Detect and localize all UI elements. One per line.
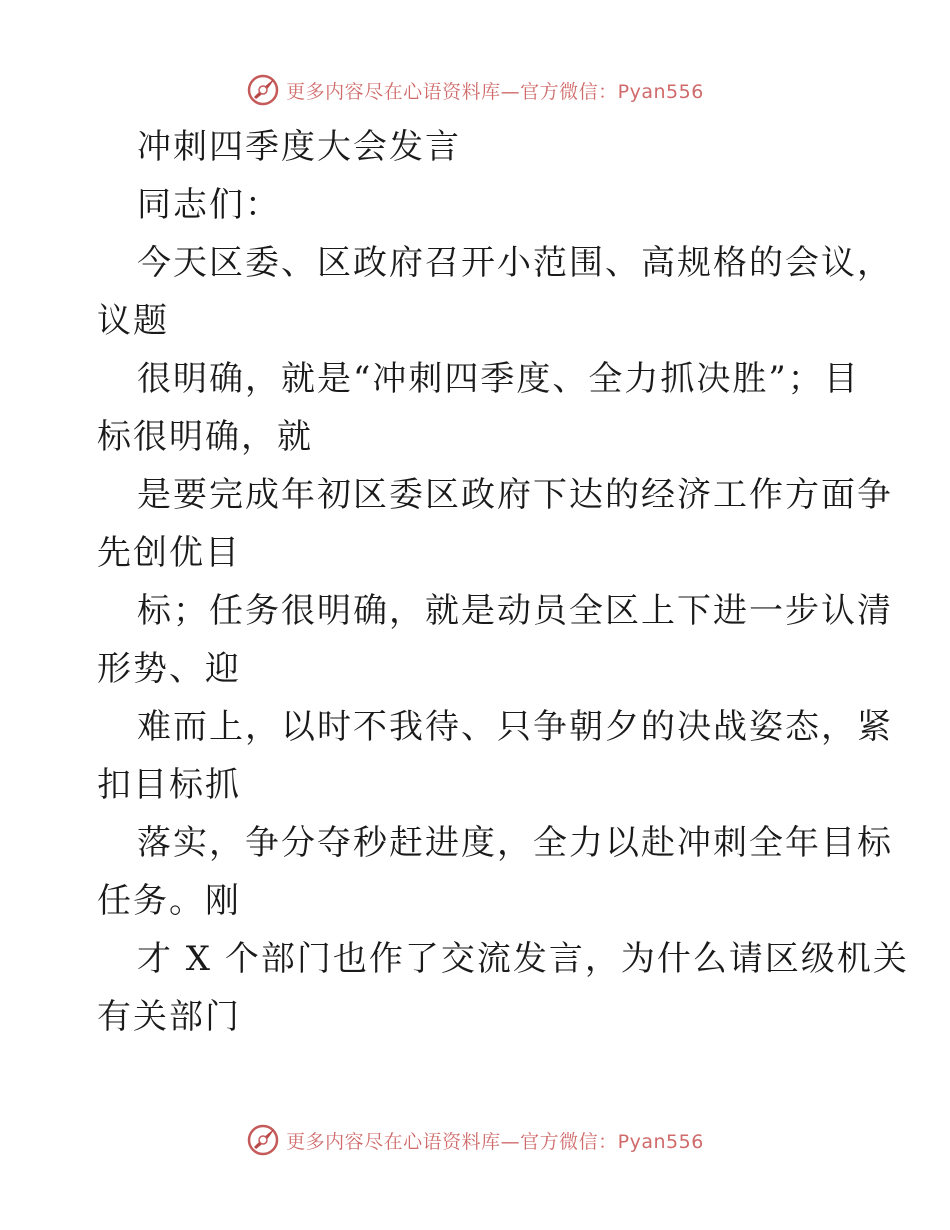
quill-logo-icon	[246, 73, 280, 107]
paragraph-line: 议题	[97, 301, 169, 341]
salutation: 同志们：	[137, 185, 281, 225]
document-title: 冲刺四季度大会发言	[137, 127, 461, 167]
header-watermark	[0, 70, 950, 110]
quill-logo-icon	[246, 1123, 280, 1157]
paragraph-line: 标；任务很明确，就是动员全区上下进一步认清	[137, 591, 893, 631]
watermark-text: 更多内容尽在心语资料库—官方微信：Pyan556	[286, 1130, 704, 1153]
paragraph-line: 扣目标抓	[97, 765, 241, 805]
paragraph-line: 是要完成年初区委区政府下达的经济工作方面争	[137, 475, 893, 515]
paragraph-line: 难而上，以时不我待、只争朝夕的决战姿态，紧	[137, 707, 893, 747]
paragraph-line: 今天区委、区政府召开小范围、高规格的会议，	[137, 243, 893, 283]
document-body	[97, 118, 909, 1046]
paragraph-line: 落实，争分夺秒赶进度，全力以赴冲刺全年目标	[137, 823, 893, 863]
paragraph-line: 形势、迎	[97, 649, 241, 689]
watermark-text: 更多内容尽在心语资料库—官方微信：Pyan556	[286, 80, 704, 103]
paragraph-line: 先创优目	[97, 533, 241, 573]
paragraph-line: 任务。刚	[97, 881, 241, 921]
footer-watermark	[0, 1120, 950, 1160]
paragraph-line: 才 X 个部门也作了交流发言，为什么请区级机关	[137, 939, 909, 979]
paragraph-line: 很明确，就是“冲刺四季度、全力抓决胜”；目	[137, 359, 860, 399]
paragraph-line: 标很明确，就	[97, 417, 313, 457]
paragraph-line: 有关部门	[97, 997, 241, 1037]
